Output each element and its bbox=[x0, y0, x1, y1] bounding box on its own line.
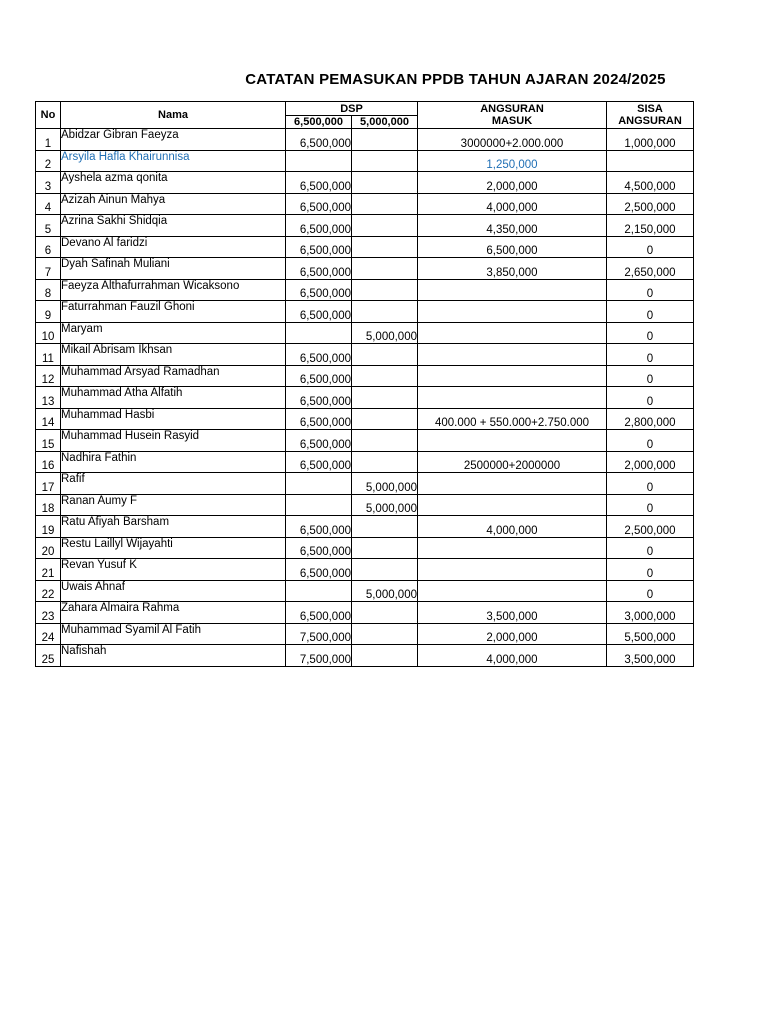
header-sisa-line2: ANGSURAN bbox=[618, 115, 682, 127]
row-number: 23 bbox=[36, 602, 61, 624]
row-number: 16 bbox=[36, 451, 61, 473]
dsp-5000000-cell bbox=[352, 602, 418, 624]
angsuran-masuk-cell: 4,000,000 bbox=[418, 516, 607, 538]
sisa-angsuran-cell: 0 bbox=[607, 365, 694, 387]
angsuran-masuk-cell bbox=[418, 344, 607, 366]
sisa-angsuran-cell: 3,500,000 bbox=[607, 645, 694, 667]
dsp-5000000-cell bbox=[352, 172, 418, 194]
dsp-5000000-cell bbox=[352, 408, 418, 430]
sisa-angsuran-cell: 2,650,000 bbox=[607, 258, 694, 280]
sisa-angsuran-cell bbox=[607, 150, 694, 172]
table-row bbox=[36, 623, 694, 645]
table-row bbox=[36, 602, 694, 624]
dsp-5000000-cell bbox=[352, 279, 418, 301]
dsp-6500000-cell: 6,500,000 bbox=[286, 301, 352, 323]
dsp-6500000-cell: 7,500,000 bbox=[286, 645, 352, 667]
student-name: Nafishah bbox=[61, 645, 286, 667]
student-name: Azrina Sakhi Shidqia bbox=[61, 215, 286, 237]
dsp-5000000-cell bbox=[352, 451, 418, 473]
header-dsp: DSP bbox=[286, 102, 418, 116]
angsuran-masuk-cell: 6,500,000 bbox=[418, 236, 607, 258]
header-sisa-angsuran bbox=[607, 102, 694, 129]
sisa-angsuran-cell: 0 bbox=[607, 236, 694, 258]
header-no: No bbox=[36, 102, 61, 129]
angsuran-masuk-cell bbox=[418, 387, 607, 409]
row-number: 11 bbox=[36, 344, 61, 366]
angsuran-masuk-cell: 2,000,000 bbox=[418, 172, 607, 194]
page-title: CATATAN PEMASUKAN PPDB TAHUN AJARAN 2024/2025 bbox=[245, 71, 666, 88]
row-number: 8 bbox=[36, 279, 61, 301]
table-row bbox=[36, 215, 694, 237]
row-number: 19 bbox=[36, 516, 61, 538]
student-name: Muhammad Husein Rasyid bbox=[61, 430, 286, 452]
angsuran-masuk-cell bbox=[418, 279, 607, 301]
sisa-angsuran-cell: 0 bbox=[607, 580, 694, 602]
table-row bbox=[36, 516, 694, 538]
angsuran-masuk-cell bbox=[418, 322, 607, 344]
dsp-6500000-cell: 6,500,000 bbox=[286, 236, 352, 258]
angsuran-masuk-cell: 2,000,000 bbox=[418, 623, 607, 645]
dsp-5000000-cell bbox=[352, 387, 418, 409]
dsp-6500000-cell bbox=[286, 150, 352, 172]
dsp-6500000-cell bbox=[286, 322, 352, 344]
sisa-angsuran-cell: 0 bbox=[607, 322, 694, 344]
row-number: 12 bbox=[36, 365, 61, 387]
table-row bbox=[36, 150, 694, 172]
dsp-6500000-cell: 6,500,000 bbox=[286, 129, 352, 151]
student-name: Faturrahman Fauzil Ghoni bbox=[61, 301, 286, 323]
row-number: 1 bbox=[36, 129, 61, 151]
dsp-6500000-cell: 6,500,000 bbox=[286, 451, 352, 473]
angsuran-masuk-cell: 3000000+2.000.000 bbox=[418, 129, 607, 151]
sisa-angsuran-cell: 0 bbox=[607, 559, 694, 581]
header-dsp-6500000: 6,500,000 bbox=[286, 116, 352, 129]
dsp-5000000-cell bbox=[352, 623, 418, 645]
dsp-5000000-cell bbox=[352, 258, 418, 280]
sisa-angsuran-cell: 0 bbox=[607, 537, 694, 559]
table-body bbox=[36, 129, 694, 667]
row-number: 7 bbox=[36, 258, 61, 280]
row-number: 18 bbox=[36, 494, 61, 516]
sisa-angsuran-cell: 0 bbox=[607, 301, 694, 323]
dsp-5000000-cell bbox=[352, 344, 418, 366]
table-row bbox=[36, 537, 694, 559]
header-nama: Nama bbox=[61, 102, 286, 129]
table-row bbox=[36, 430, 694, 452]
student-name: Faeyza Althafurrahman Wicaksono bbox=[61, 279, 286, 301]
angsuran-masuk-cell bbox=[418, 430, 607, 452]
dsp-6500000-cell: 6,500,000 bbox=[286, 193, 352, 215]
header-dsp-5000000: 5,000,000 bbox=[352, 116, 418, 129]
row-number: 9 bbox=[36, 301, 61, 323]
dsp-6500000-cell bbox=[286, 580, 352, 602]
dsp-6500000-cell: 6,500,000 bbox=[286, 344, 352, 366]
table-row bbox=[36, 344, 694, 366]
angsuran-masuk-cell bbox=[418, 537, 607, 559]
dsp-6500000-cell bbox=[286, 494, 352, 516]
ppdb-payment-table bbox=[35, 101, 694, 667]
table-row bbox=[36, 408, 694, 430]
student-name: Ranan Aumy F bbox=[61, 494, 286, 516]
angsuran-masuk-cell: 4,350,000 bbox=[418, 215, 607, 237]
sisa-angsuran-cell: 0 bbox=[607, 473, 694, 495]
student-name: Revan Yusuf K bbox=[61, 559, 286, 581]
dsp-6500000-cell: 6,500,000 bbox=[286, 258, 352, 280]
row-number: 17 bbox=[36, 473, 61, 495]
student-name: Muhammad Hasbi bbox=[61, 408, 286, 430]
table-row bbox=[36, 559, 694, 581]
dsp-6500000-cell: 6,500,000 bbox=[286, 365, 352, 387]
table-row bbox=[36, 451, 694, 473]
dsp-6500000-cell: 6,500,000 bbox=[286, 430, 352, 452]
row-number: 13 bbox=[36, 387, 61, 409]
angsuran-masuk-cell: 2500000+2000000 bbox=[418, 451, 607, 473]
dsp-5000000-cell: 5,000,000 bbox=[352, 473, 418, 495]
angsuran-masuk-cell bbox=[418, 494, 607, 516]
student-name: Restu Laillyl Wijayahti bbox=[61, 537, 286, 559]
header-angsuran-line2: MASUK bbox=[491, 115, 533, 127]
sisa-angsuran-cell: 0 bbox=[607, 279, 694, 301]
table-row bbox=[36, 580, 694, 602]
dsp-5000000-cell bbox=[352, 516, 418, 538]
angsuran-masuk-cell bbox=[418, 301, 607, 323]
dsp-5000000-cell bbox=[352, 430, 418, 452]
student-name: Devano Al faridzi bbox=[61, 236, 286, 258]
dsp-6500000-cell: 7,500,000 bbox=[286, 623, 352, 645]
dsp-5000000-cell bbox=[352, 150, 418, 172]
student-name: Zahara Almaira Rahma bbox=[61, 602, 286, 624]
row-number: 3 bbox=[36, 172, 61, 194]
sisa-angsuran-cell: 2,500,000 bbox=[607, 193, 694, 215]
dsp-5000000-cell bbox=[352, 215, 418, 237]
angsuran-masuk-cell: 3,850,000 bbox=[418, 258, 607, 280]
row-number: 4 bbox=[36, 193, 61, 215]
dsp-5000000-cell bbox=[352, 537, 418, 559]
table-row bbox=[36, 365, 694, 387]
angsuran-masuk-cell: 1,250,000 bbox=[418, 150, 607, 172]
table-row bbox=[36, 279, 694, 301]
student-name: Arsyila Hafla Khairunnisa bbox=[61, 150, 286, 172]
student-name: Rafif bbox=[61, 473, 286, 495]
angsuran-masuk-cell: 3,500,000 bbox=[418, 602, 607, 624]
sisa-angsuran-cell: 0 bbox=[607, 344, 694, 366]
header-sisa-line1: SISA bbox=[637, 103, 663, 115]
sisa-angsuran-cell: 2,000,000 bbox=[607, 451, 694, 473]
row-number: 5 bbox=[36, 215, 61, 237]
table-row bbox=[36, 494, 694, 516]
student-name: Ayshela azma qonita bbox=[61, 172, 286, 194]
student-name: Nadhira Fathin bbox=[61, 451, 286, 473]
student-name: Uwais Ahnaf bbox=[61, 580, 286, 602]
table-row bbox=[36, 645, 694, 667]
student-name: Maryam bbox=[61, 322, 286, 344]
student-name: Muhammad Arsyad Ramadhan bbox=[61, 365, 286, 387]
row-number: 6 bbox=[36, 236, 61, 258]
dsp-5000000-cell: 5,000,000 bbox=[352, 494, 418, 516]
sisa-angsuran-cell: 1,000,000 bbox=[607, 129, 694, 151]
dsp-6500000-cell bbox=[286, 473, 352, 495]
row-number: 24 bbox=[36, 623, 61, 645]
table-row bbox=[36, 172, 694, 194]
table-row bbox=[36, 387, 694, 409]
dsp-5000000-cell bbox=[352, 365, 418, 387]
sisa-angsuran-cell: 5,500,000 bbox=[607, 623, 694, 645]
dsp-6500000-cell: 6,500,000 bbox=[286, 602, 352, 624]
row-number: 2 bbox=[36, 150, 61, 172]
angsuran-masuk-cell: 4,000,000 bbox=[418, 645, 607, 667]
dsp-6500000-cell: 6,500,000 bbox=[286, 516, 352, 538]
dsp-6500000-cell: 6,500,000 bbox=[286, 215, 352, 237]
row-number: 25 bbox=[36, 645, 61, 667]
student-name: Dyah Safinah Muliani bbox=[61, 258, 286, 280]
dsp-5000000-cell bbox=[352, 236, 418, 258]
sisa-angsuran-cell: 0 bbox=[607, 387, 694, 409]
sisa-angsuran-cell: 2,500,000 bbox=[607, 516, 694, 538]
table-row bbox=[36, 322, 694, 344]
student-name: Muhammad Syamil Al Fatih bbox=[61, 623, 286, 645]
dsp-6500000-cell: 6,500,000 bbox=[286, 172, 352, 194]
student-name: Azizah Ainun Mahya bbox=[61, 193, 286, 215]
dsp-5000000-cell: 5,000,000 bbox=[352, 322, 418, 344]
row-number: 14 bbox=[36, 408, 61, 430]
angsuran-masuk-cell bbox=[418, 580, 607, 602]
row-number: 20 bbox=[36, 537, 61, 559]
header-angsuran-masuk bbox=[418, 102, 607, 129]
table-row bbox=[36, 236, 694, 258]
table-row bbox=[36, 473, 694, 495]
dsp-5000000-cell: 5,000,000 bbox=[352, 580, 418, 602]
dsp-5000000-cell bbox=[352, 559, 418, 581]
dsp-5000000-cell bbox=[352, 645, 418, 667]
sisa-angsuran-cell: 0 bbox=[607, 430, 694, 452]
dsp-6500000-cell: 6,500,000 bbox=[286, 537, 352, 559]
header-angsuran-line1: ANGSURAN bbox=[480, 103, 544, 115]
dsp-5000000-cell bbox=[352, 193, 418, 215]
sisa-angsuran-cell: 2,150,000 bbox=[607, 215, 694, 237]
student-name: Abidzar Gibran Faeyza bbox=[61, 129, 286, 151]
angsuran-masuk-cell bbox=[418, 365, 607, 387]
dsp-6500000-cell: 6,500,000 bbox=[286, 279, 352, 301]
dsp-6500000-cell: 6,500,000 bbox=[286, 387, 352, 409]
sisa-angsuran-cell: 0 bbox=[607, 494, 694, 516]
dsp-5000000-cell bbox=[352, 301, 418, 323]
row-number: 10 bbox=[36, 322, 61, 344]
row-number: 21 bbox=[36, 559, 61, 581]
sisa-angsuran-cell: 4,500,000 bbox=[607, 172, 694, 194]
student-name: Ratu Afiyah Barsham bbox=[61, 516, 286, 538]
table-row bbox=[36, 193, 694, 215]
table-row bbox=[36, 301, 694, 323]
angsuran-masuk-cell bbox=[418, 559, 607, 581]
sisa-angsuran-cell: 2,800,000 bbox=[607, 408, 694, 430]
table-row bbox=[36, 258, 694, 280]
dsp-6500000-cell: 6,500,000 bbox=[286, 408, 352, 430]
angsuran-masuk-cell: 4,000,000 bbox=[418, 193, 607, 215]
row-number: 15 bbox=[36, 430, 61, 452]
angsuran-masuk-cell: 400.000 + 550.000+2.750.000 bbox=[418, 408, 607, 430]
dsp-6500000-cell: 6,500,000 bbox=[286, 559, 352, 581]
table-row bbox=[36, 129, 694, 151]
sisa-angsuran-cell: 3,000,000 bbox=[607, 602, 694, 624]
dsp-5000000-cell bbox=[352, 129, 418, 151]
angsuran-masuk-cell bbox=[418, 473, 607, 495]
student-name: Muhammad Atha Alfatih bbox=[61, 387, 286, 409]
row-number: 22 bbox=[36, 580, 61, 602]
student-name: Mikail Abrisam Ikhsan bbox=[61, 344, 286, 366]
